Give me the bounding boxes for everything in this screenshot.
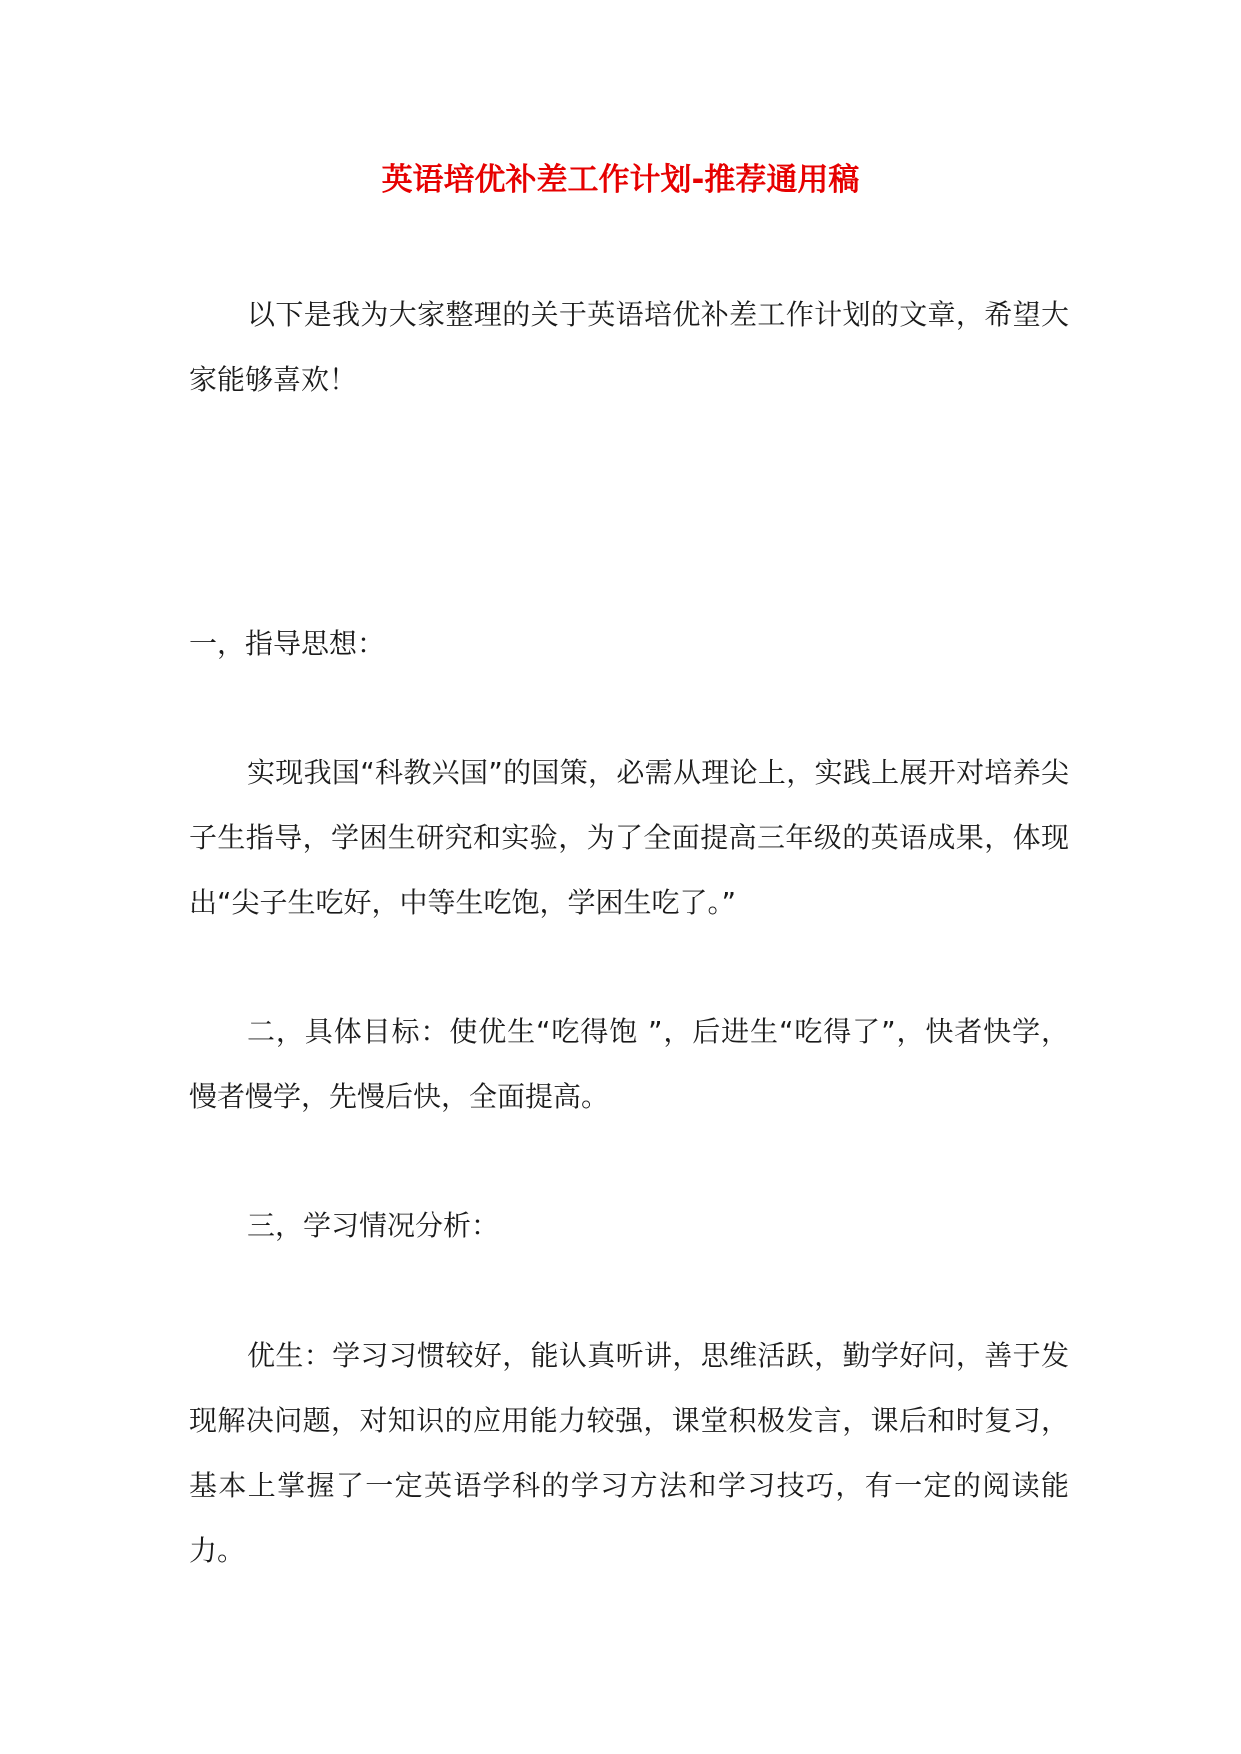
section-heading-guiding-thought: 一，指导思想：: [189, 627, 386, 660]
intro-paragraph: 以下是我为大家整理的关于英语培优补差工作计划的文章，希望大家能够喜欢！: [189, 298, 1069, 396]
good-students-paragraph: 优生：学习习惯较好，能认真听讲，思维活跃，勤学好问，善于发现解决问题，对知识的应用能力较强，课堂积极发言，课后和时复习，基本上掌握了一定英语学科的学习方法和学习技巧，有一定的阅读能力。: [189, 1339, 1069, 1567]
guiding-thought-paragraph: 实现我国“科教兴国”的国策，必需从理论上，实践上展开对培养尖子生指导，学困生研究和实验，为了全面提高三年级的英语成果，体现出“尖子生吃好，中等生吃饱，学困生吃了。”: [189, 756, 1069, 919]
section-heading-learning-analysis: 三，学习情况分析：: [247, 1209, 500, 1242]
specific-goal-paragraph: 二，具体目标：使优生“吃得饱 ”，后进生“吃得了”，快者快学，慢者慢学，先慢后快，全面提高。: [189, 1015, 1069, 1113]
document-title: 英语培优补差工作计划-推荐通用稿: [381, 162, 860, 198]
